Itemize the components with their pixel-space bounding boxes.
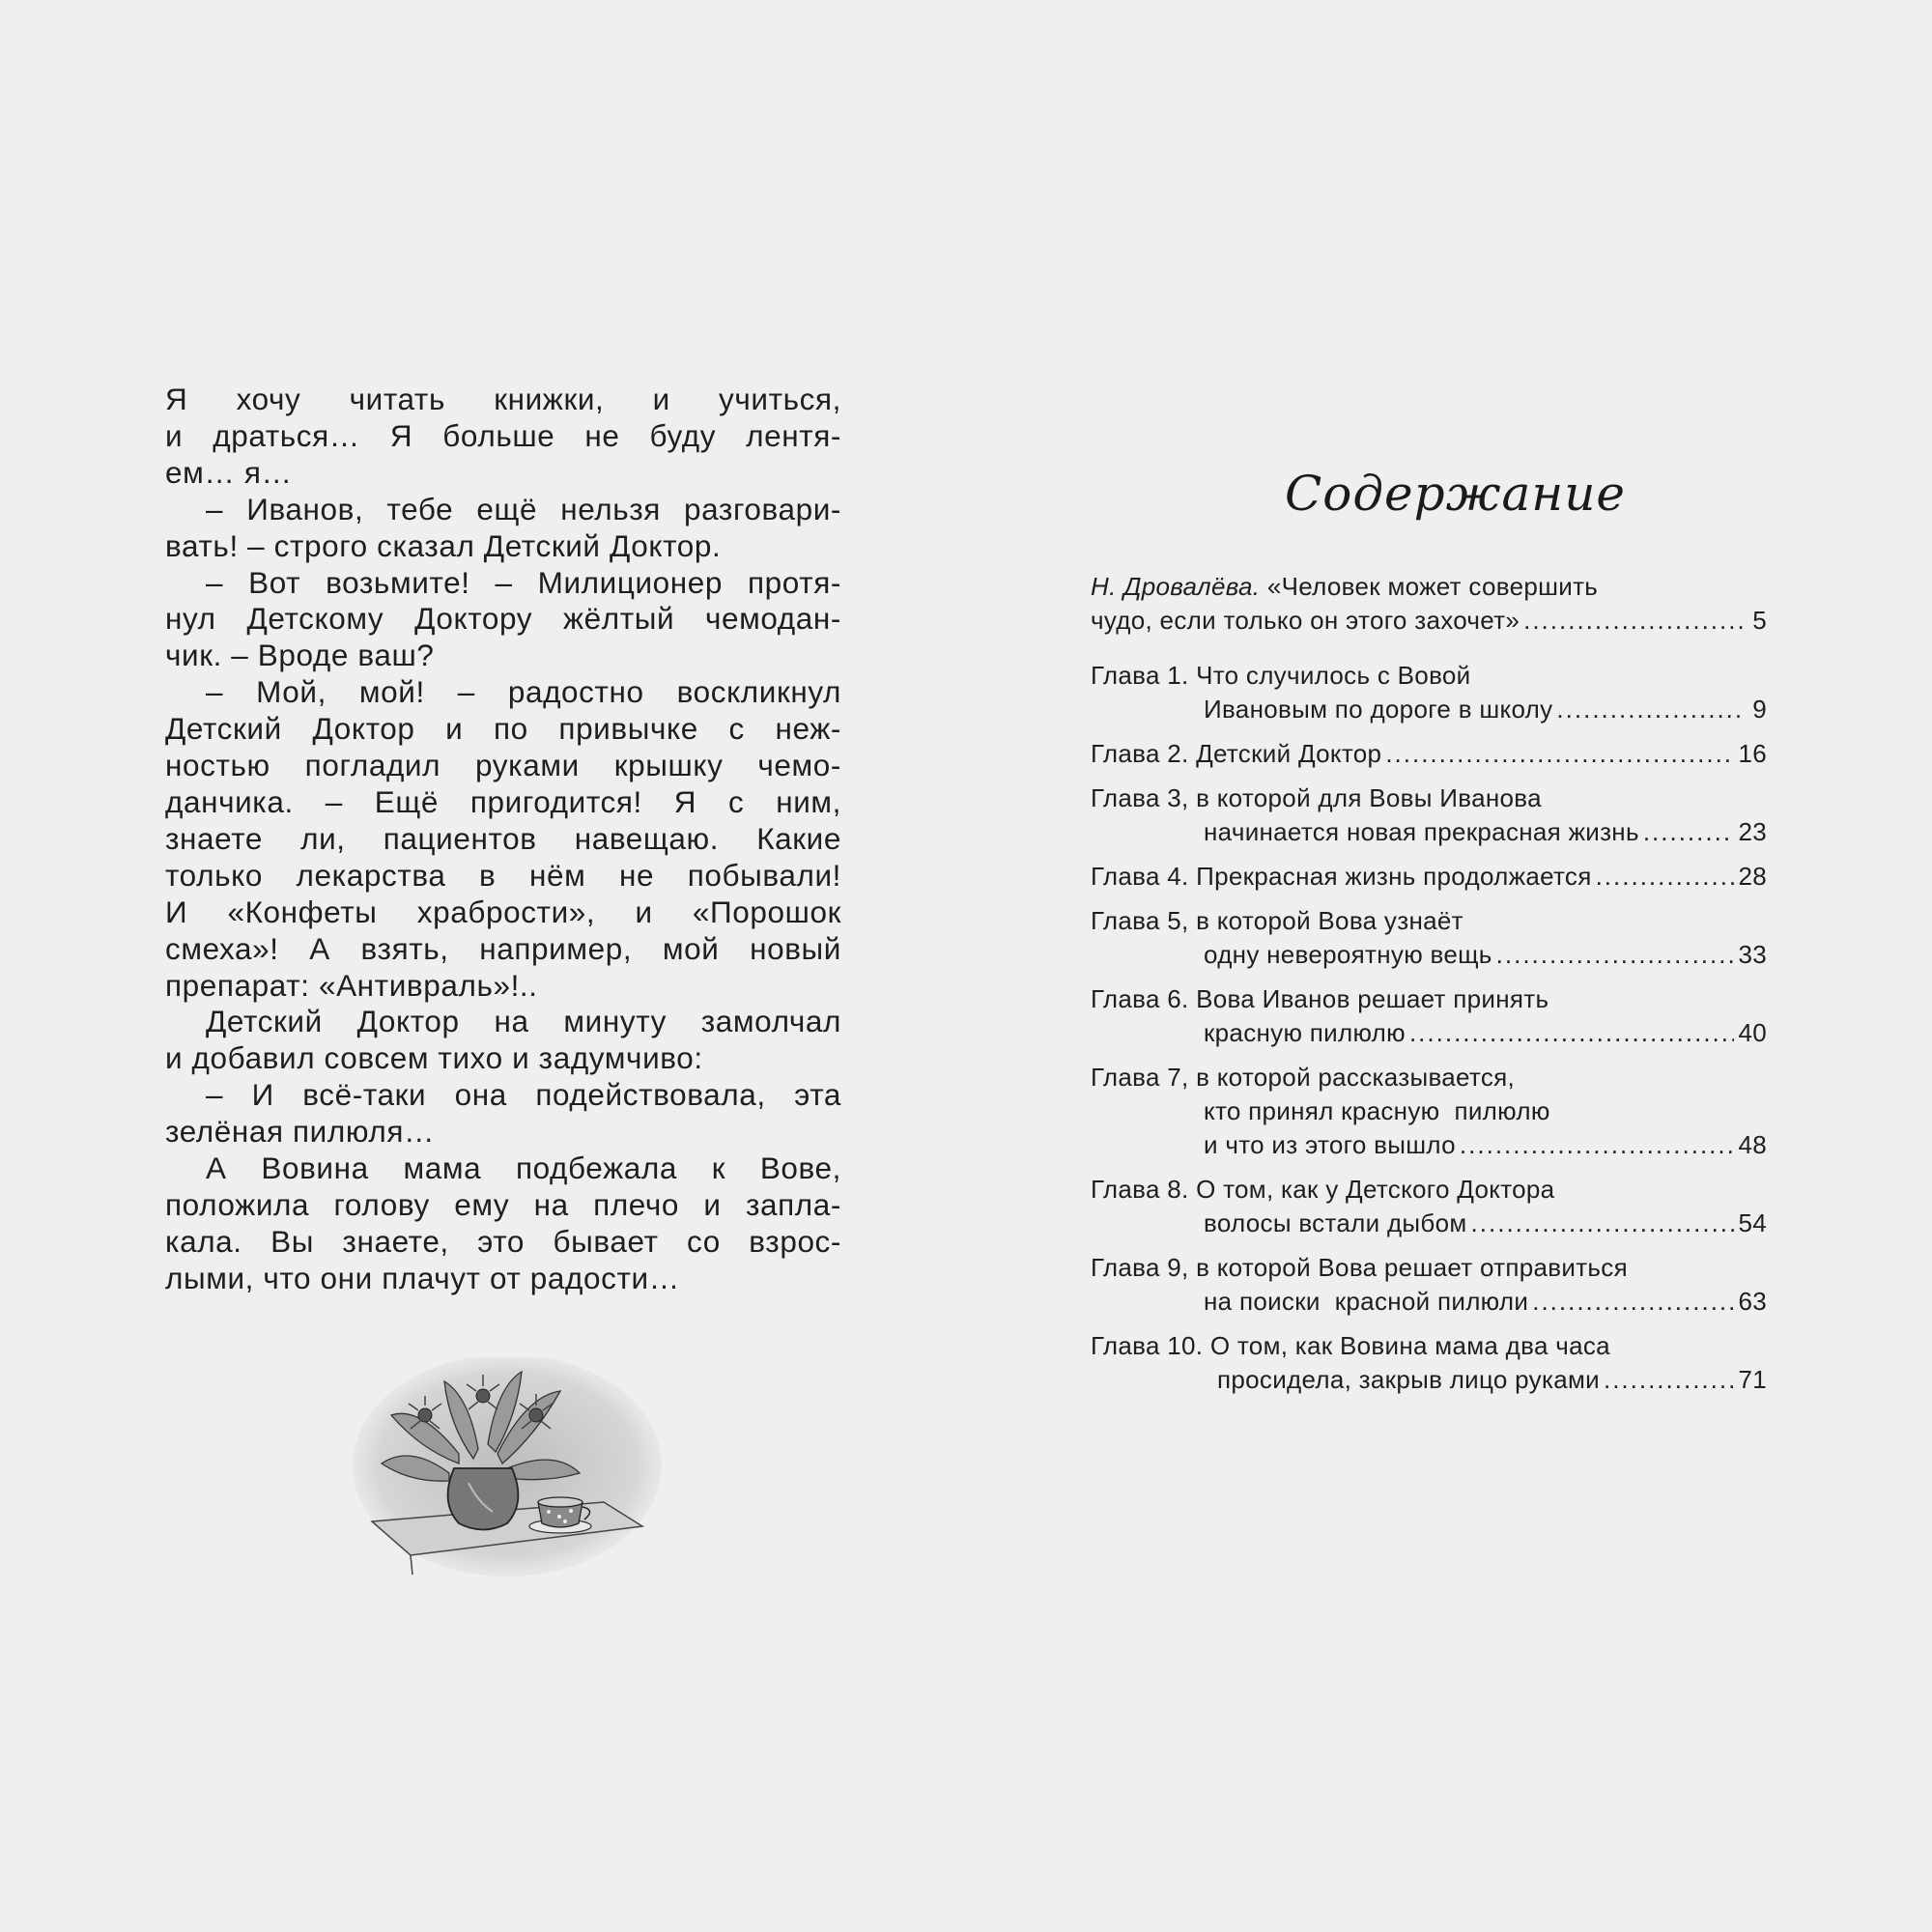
text-line: чик. – Вроде ваш? bbox=[165, 638, 435, 673]
toc-entry-line bbox=[1091, 1128, 1767, 1162]
toc-entry bbox=[1091, 737, 1767, 771]
chapter-title: в которой Вова узнаёт bbox=[1196, 906, 1463, 935]
chapter-title: на поиски красной пилюли bbox=[1204, 1287, 1529, 1316]
toc-preface-row bbox=[1091, 604, 1767, 638]
text-line: смеха»! А взять, например, мой новый bbox=[165, 930, 841, 966]
text-line: А Вовина мама подбежала к Вове, bbox=[206, 1151, 841, 1186]
dot-leader bbox=[1643, 815, 1735, 849]
chapter-title: начинается новая прекрасная жизнь bbox=[1204, 817, 1639, 846]
toc-entry bbox=[1091, 1251, 1767, 1319]
dot-leader bbox=[1523, 604, 1744, 638]
text-line: Детский Доктор на минуту замолчал bbox=[206, 1004, 841, 1039]
toc-entry-line bbox=[1091, 737, 1767, 771]
preface-title-line2: чудо, если только он этого захочет» bbox=[1091, 606, 1520, 635]
text-line: положила голову ему на плечо и запла- bbox=[165, 1186, 841, 1222]
chapter-title: О том, как Вовина мама два часа bbox=[1209, 1331, 1610, 1360]
text-line: – И всё-таки она подействовала, эта bbox=[206, 1077, 841, 1113]
text-line: данчика. – Ещё пригодится! Я с ним, bbox=[165, 783, 841, 819]
chapter-label: Глава 2. bbox=[1091, 739, 1189, 768]
text-line: и добавил совсем тихо и задумчиво: bbox=[165, 1040, 703, 1076]
paragraph-7 bbox=[165, 1151, 841, 1297]
toc-entry-line bbox=[1091, 659, 1767, 693]
toc-entry-line bbox=[1091, 815, 1767, 849]
text-line: вать! – строго сказал Детский Доктор. bbox=[165, 527, 722, 563]
chapter-title: О том, как у Детского Доктора bbox=[1196, 1175, 1555, 1204]
chapter-title: в которой рассказывается, bbox=[1196, 1063, 1516, 1092]
toc-entry-line bbox=[1091, 1251, 1767, 1285]
dot-leader bbox=[1385, 737, 1734, 771]
chapter-label: Глава 4. bbox=[1091, 862, 1189, 891]
dot-leader bbox=[1604, 1363, 1735, 1397]
paragraph-6 bbox=[165, 1077, 841, 1151]
dot-leader bbox=[1532, 1285, 1734, 1319]
toc-entry-line bbox=[1091, 1329, 1767, 1363]
page-number: 28 bbox=[1738, 862, 1767, 891]
dot-leader bbox=[1596, 860, 1735, 894]
toc-entry bbox=[1091, 1061, 1767, 1162]
page-number: 71 bbox=[1738, 1365, 1767, 1394]
text-line: нул Детскому Доктору жёлтый чемодан- bbox=[165, 601, 841, 637]
toc-entry bbox=[1091, 982, 1767, 1050]
toc-entry-line bbox=[1091, 1094, 1767, 1128]
dot-leader bbox=[1556, 693, 1744, 726]
text-line: препарат: «Антивраль»!.. bbox=[165, 967, 538, 1003]
text-line: – Иванов, тебе ещё нельзя разговари- bbox=[206, 491, 841, 526]
toc-entry-line bbox=[1091, 1173, 1767, 1207]
text-line: знаете ли, пациентов навещаю. Какие bbox=[165, 820, 841, 856]
chapter-label: Глава 1. bbox=[1091, 661, 1189, 690]
paragraph-3 bbox=[165, 565, 841, 675]
text-line: ностью погладил руками крышку чемо- bbox=[165, 748, 841, 783]
toc-entry bbox=[1091, 781, 1767, 849]
toc-entry bbox=[1091, 904, 1767, 972]
dot-leader bbox=[1471, 1207, 1735, 1240]
page-number: 9 bbox=[1752, 695, 1767, 724]
page-number: 40 bbox=[1738, 1018, 1767, 1047]
text-line: только лекарства в нём не побывали! bbox=[165, 857, 841, 893]
paragraph-1 bbox=[165, 382, 841, 492]
toc-entry bbox=[1091, 1173, 1767, 1240]
toc-entry-line bbox=[1091, 1285, 1767, 1319]
toc-entry-line bbox=[1091, 982, 1767, 1016]
dot-leader bbox=[1409, 1016, 1735, 1050]
toc-entry bbox=[1091, 860, 1767, 894]
toc-entry-line bbox=[1091, 1363, 1767, 1397]
chapter-label: Глава 3, bbox=[1091, 783, 1189, 812]
chapter-label: Глава 5, bbox=[1091, 906, 1189, 935]
toc-chapters bbox=[1091, 659, 1767, 1397]
text-line: и драться… Я больше не буду лентя- bbox=[165, 417, 841, 453]
chapter-label: Глава 8. bbox=[1091, 1175, 1189, 1204]
dot-leader bbox=[1460, 1128, 1735, 1162]
chapter-title: Прекрасная жизнь продолжается bbox=[1196, 862, 1592, 891]
chapter-title: просидела, закрыв лицо руками bbox=[1217, 1365, 1600, 1394]
toc-title: Содержание bbox=[1285, 466, 1627, 522]
page-number: 33 bbox=[1738, 940, 1767, 969]
text-line: кала. Вы знаете, это бывает со взрос- bbox=[165, 1223, 841, 1259]
page-number: 54 bbox=[1738, 1208, 1767, 1237]
paragraph-4 bbox=[165, 674, 841, 1004]
dot-leader bbox=[1496, 938, 1735, 972]
page-number: 63 bbox=[1738, 1287, 1767, 1316]
toc-entry-line bbox=[1091, 693, 1767, 726]
text-line: Детский Доктор и по привычке с неж- bbox=[165, 711, 841, 747]
text-line: – Вот возьмите! – Милиционер протя- bbox=[206, 564, 841, 600]
toc-entry bbox=[1091, 659, 1767, 726]
toc-entry-line bbox=[1091, 938, 1767, 972]
toc-entry-line bbox=[1091, 1061, 1767, 1094]
page-number: 48 bbox=[1738, 1130, 1767, 1159]
paragraph-2 bbox=[165, 492, 841, 565]
text-line: лыми, что они плачут от радости… bbox=[165, 1260, 680, 1295]
text-line: ем… я… bbox=[165, 454, 293, 490]
chapter-label: Глава 7, bbox=[1091, 1063, 1189, 1092]
chapter-title: кто принял красную пилюлю bbox=[1204, 1096, 1550, 1125]
toc-entry-line bbox=[1091, 1207, 1767, 1240]
left-page-text bbox=[165, 382, 841, 1297]
chapter-title: в которой для Вовы Иванова bbox=[1196, 783, 1542, 812]
chapter-title: волосы встали дыбом bbox=[1204, 1208, 1467, 1237]
preface-author: Н. Дровалёва. bbox=[1091, 572, 1261, 601]
toc-preface bbox=[1091, 570, 1767, 638]
chapter-title: красную пилюлю bbox=[1204, 1018, 1406, 1047]
chapter-title: одну невероятную вещь bbox=[1204, 940, 1492, 969]
chapter-title: Что случилось с Вовой bbox=[1196, 661, 1471, 690]
toc-entry-line bbox=[1091, 860, 1767, 894]
chapter-title: Ивановым по дороге в школу bbox=[1204, 695, 1553, 724]
chapter-title: и что из этого вышло bbox=[1204, 1130, 1456, 1159]
text-line: – Мой, мой! – радостно воскликнул bbox=[206, 674, 841, 710]
preface-title-line1: «Человек может совершить bbox=[1266, 572, 1599, 601]
chapter-title: в которой Вова решает отправиться bbox=[1196, 1253, 1628, 1282]
page-number: 16 bbox=[1738, 739, 1767, 768]
page-number: 23 bbox=[1738, 817, 1767, 846]
toc-entry-line bbox=[1091, 781, 1767, 815]
flower-vase-illustration bbox=[353, 1357, 662, 1579]
toc-entry-line bbox=[1091, 1016, 1767, 1050]
toc-preface-line bbox=[1091, 570, 1767, 604]
text-line: И «Конфеты храбрости», и «Порошок bbox=[165, 894, 841, 929]
chapter-label: Глава 9, bbox=[1091, 1253, 1189, 1282]
table-of-contents bbox=[1091, 570, 1767, 1407]
page-number: 5 bbox=[1752, 606, 1767, 635]
text-line: зелёная пилюля… bbox=[165, 1114, 436, 1150]
chapter-label: Глава 6. bbox=[1091, 984, 1189, 1013]
text-line: Я хочу читать книжки, и учиться, bbox=[165, 382, 841, 416]
chapter-title: Вова Иванов решает принять bbox=[1196, 984, 1549, 1013]
paragraph-5 bbox=[165, 1004, 841, 1077]
chapter-label: Глава 10. bbox=[1091, 1331, 1204, 1360]
chapter-title: Детский Доктор bbox=[1196, 739, 1382, 768]
toc-entry-line bbox=[1091, 904, 1767, 938]
toc-entry bbox=[1091, 1329, 1767, 1397]
